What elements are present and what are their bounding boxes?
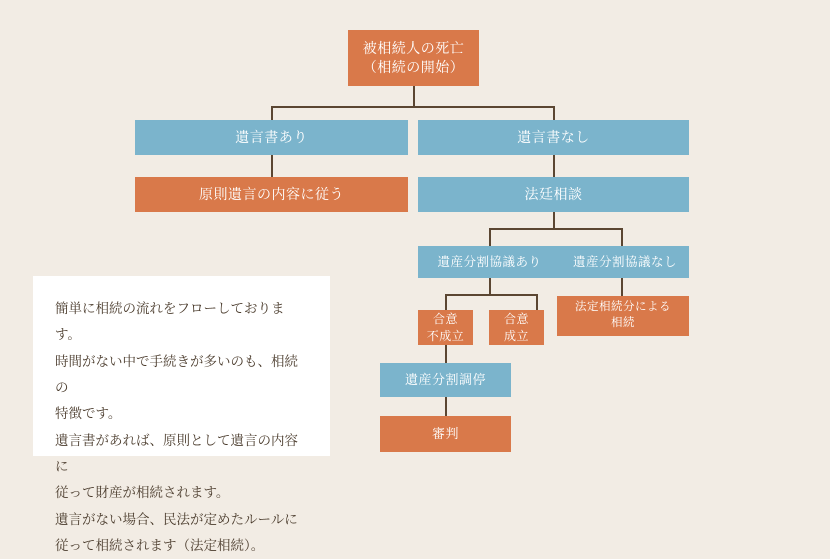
node-statutory-share-line2: 相続	[611, 317, 635, 329]
node-division-talk-no[interactable]	[561, 246, 689, 278]
node-agreement-ok-line1: 合意	[503, 312, 529, 327]
connector-death-down	[413, 86, 415, 108]
description-line-1: 簡単に相続の流れをフローしております。	[55, 301, 285, 343]
description-box	[33, 276, 330, 553]
node-agreement-ok[interactable]	[489, 310, 544, 345]
node-mediation-label: 遺産分割調停	[404, 372, 486, 388]
node-will-yes[interactable]	[135, 120, 408, 155]
node-agreement-ok-line2: 成立	[503, 328, 529, 343]
node-division-talk-yes-label: 遺産分割協議あり	[437, 254, 542, 269]
node-follow-will-label: 原則遺言の内容に従う	[199, 186, 344, 203]
node-statutory-share[interactable]	[557, 296, 689, 336]
connector-to-agreement-ok	[536, 294, 538, 310]
connector-to-will-no	[553, 106, 555, 120]
description-line-3: 特徴です。	[55, 406, 122, 422]
node-will-yes-label: 遺言書あり	[235, 129, 308, 146]
connector-to-agreement-fail	[445, 294, 447, 310]
connector-willno-to-court	[553, 155, 555, 177]
node-will-no[interactable]	[418, 120, 689, 155]
node-adjudication-label: 審判	[431, 426, 459, 442]
connector-division-split	[489, 228, 623, 230]
node-division-talk-no-label: 遺産分割協議なし	[572, 254, 677, 269]
node-follow-will[interactable]	[135, 177, 408, 212]
node-death-line2: （相続の開始）	[362, 59, 465, 75]
connector-divisionno-to-statutory	[621, 278, 623, 296]
description-line-4: 遺言書があれば、原則として遺言の内容に	[55, 432, 298, 474]
description-line-6: 遺言がない場合、民法が定めたルールに	[55, 511, 298, 527]
connector-to-division-no	[621, 228, 623, 246]
node-agreement-fail-line2: 不成立	[426, 328, 465, 343]
node-court-consult[interactable]	[418, 177, 689, 212]
connector-to-division-yes	[489, 228, 491, 246]
connector-to-will-yes	[271, 106, 273, 120]
node-mediation[interactable]	[380, 363, 511, 397]
node-court-consult-label: 法廷相談	[524, 186, 583, 203]
node-death[interactable]	[348, 30, 479, 86]
node-division-talk-yes[interactable]	[418, 246, 561, 278]
node-statutory-share-line1: 法定相続分による	[575, 301, 671, 314]
node-adjudication[interactable]	[380, 416, 511, 452]
description-line-2: 時間がない中で手続きが多いのも、相続の	[55, 353, 298, 395]
node-will-no-label: 遺言書なし	[517, 129, 590, 146]
node-death-line1: 被相続人の死亡	[362, 40, 465, 57]
connector-agreementfail-to-mediation	[445, 345, 447, 363]
description-line-5: 従って財産が相続されます。	[55, 485, 230, 501]
connector-agreement-split	[445, 294, 537, 296]
connector-mediation-to-adjudication	[445, 397, 447, 416]
connector-split-top	[271, 106, 555, 108]
node-agreement-fail-line1: 合意	[432, 312, 458, 327]
node-agreement-fail[interactable]	[418, 310, 473, 345]
connector-willyes-to-followwill	[271, 155, 273, 177]
description-line-7: 従って相続されます（法定相続）。	[55, 537, 265, 553]
